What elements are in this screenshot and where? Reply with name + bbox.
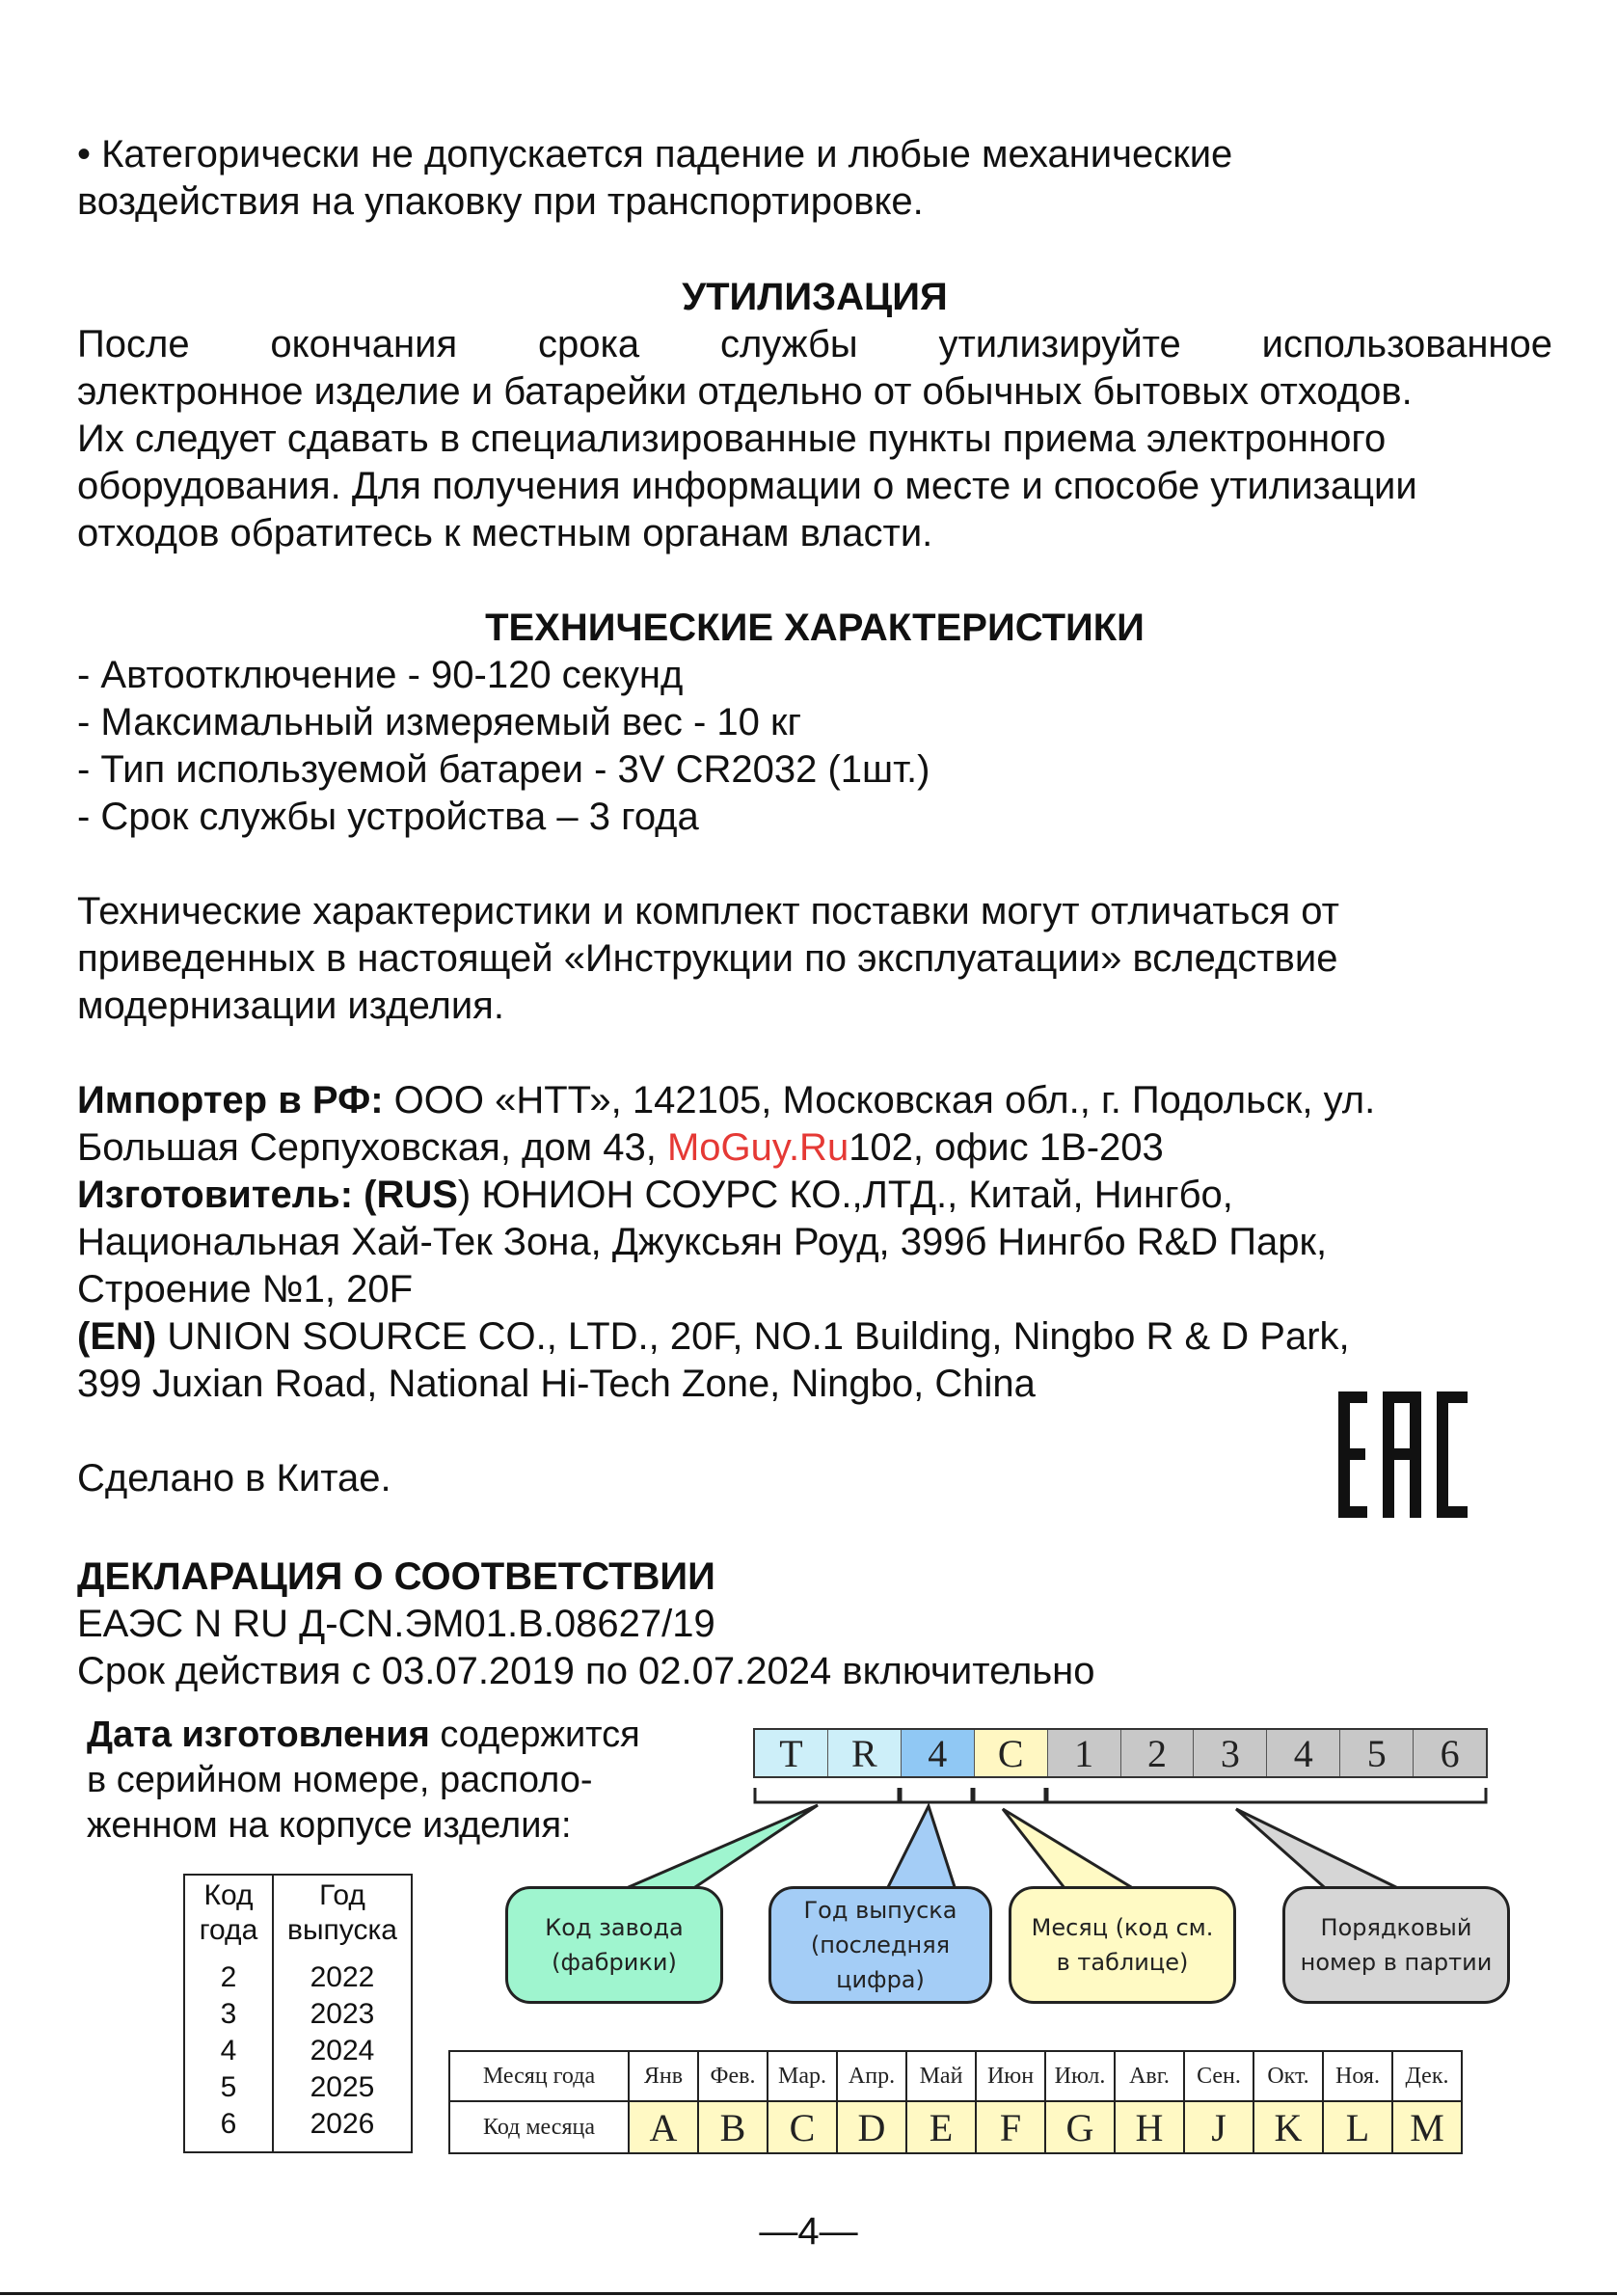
month-code: G: [1045, 2101, 1115, 2153]
month-code: A: [629, 2101, 698, 2153]
manufacturer-en-line-2: 399 Juxian Road, National Hi-Tech Zone, Ningbo, China: [77, 1363, 1036, 1405]
manufacturer-line-3: Строение №1, 20F: [77, 1268, 414, 1310]
specs-note-line: модернизации изделия.: [77, 985, 504, 1027]
spec-item: - Автоотключение - 90-120 секунд: [77, 654, 684, 696]
declaration-validity: Срок действия с 03.07.2019 по 02.07.2024 включительно: [77, 1650, 1095, 1692]
serial-cell: R: [827, 1730, 901, 1776]
year-value-column: [274, 1876, 411, 2151]
month-name: Июл.: [1045, 2051, 1115, 2101]
declaration-number: ЕАЭС N RU Д-CN.ЭМ01.В.08627/19: [77, 1603, 715, 1645]
spec-item: - Тип используемой батареи - 3V CR2032 (1шт.): [77, 748, 930, 791]
month-code: H: [1115, 2101, 1184, 2153]
transport-note-line: воздействия на упаковку при транспортировке.: [77, 180, 924, 223]
manufacture-date-line-2: в серийном номере, располо-: [87, 1760, 593, 1800]
callout-tail-month: [1003, 1809, 1141, 1893]
month-name: Мар.: [768, 2051, 837, 2101]
made-in: Сделано в Китае.: [77, 1457, 391, 1499]
disposal-line: электронное изделие и батарейки отдельно от обычных бытовых отходов.: [77, 370, 1413, 413]
serial-cell: 2: [1120, 1730, 1194, 1776]
month-code: L: [1323, 2101, 1392, 2153]
callout-line: Код завода: [545, 1914, 684, 1941]
disposal-line: Их следует сдавать в специализированные пункты приема электронного: [77, 418, 1387, 460]
disposal-line: После окончания срока службы утилизируйте использованное: [77, 323, 1552, 365]
year-code-table: [183, 1874, 413, 2153]
callout-line: цифра): [836, 1966, 925, 1993]
month-name: Авг.: [1115, 2051, 1184, 2101]
page-number: —4—: [759, 2210, 858, 2253]
year-values: [274, 1959, 411, 2143]
month-code: C: [768, 2101, 837, 2153]
year-code: 2: [220, 1961, 237, 1993]
month-code: E: [906, 2101, 976, 2153]
manufacture-date-text: содержится: [429, 1715, 640, 1755]
month-name: Июн: [976, 2051, 1045, 2101]
month-code: M: [1392, 2101, 1462, 2153]
serial-cell: 4: [901, 1730, 974, 1776]
year-value: 2024: [310, 2035, 375, 2066]
spec-item: - Максимальный измеряемый вес - 10 кг: [77, 701, 802, 743]
specs-note-line: приведенных в настоящей «Инструкции по эксплуатации» вследствие: [77, 937, 1338, 980]
header-line: года: [199, 1914, 258, 1946]
month-name: Дек.: [1392, 2051, 1462, 2101]
month-row: [449, 2051, 1462, 2101]
callout-line: Месяц (код см.: [1031, 1914, 1214, 1941]
manufacture-date-line-3: женном на корпусе изделия:: [87, 1805, 572, 1846]
year-code-values: [185, 1959, 272, 2143]
serial-cell: T: [755, 1730, 827, 1776]
specs-note-line: Технические характеристики и комплект поставки могут отличаться от: [77, 890, 1339, 932]
importer-address-2: Большая Серпуховская, дом 43,: [77, 1126, 667, 1169]
watermark-text: MoGuy.Ru: [666, 1126, 849, 1169]
month-code: B: [698, 2101, 768, 2153]
header-line: Год: [319, 1879, 365, 1911]
callout-line: (фабрики): [552, 1949, 677, 1976]
manufacturer-en-label: (EN): [77, 1315, 157, 1358]
month-name: Апр.: [837, 2051, 906, 2101]
year-code: 6: [220, 2108, 237, 2140]
serial-cell: 1: [1047, 1730, 1120, 1776]
serial-cell: C: [974, 1730, 1047, 1776]
month-name: Май: [906, 2051, 976, 2101]
month-code: D: [837, 2101, 906, 2153]
specs-heading: ТЕХНИЧЕСКИЕ ХАРАКТЕРИСТИКИ: [485, 607, 1145, 649]
year-value: 2025: [310, 2071, 375, 2103]
year-code-column: [185, 1876, 274, 2151]
month-code-table: [448, 2050, 1463, 2154]
year-code: 3: [220, 1998, 237, 2030]
serial-cell: 5: [1339, 1730, 1413, 1776]
year-value-header: [274, 1876, 411, 1948]
manufacturer-label: Изготовитель: (RUS: [77, 1174, 458, 1216]
header-line: Код: [203, 1879, 254, 1911]
header-line: выпуска: [287, 1914, 397, 1946]
year-value: 2026: [310, 2108, 375, 2140]
year-value: 2023: [310, 1998, 375, 2030]
month-code-row: [449, 2101, 1462, 2153]
importer-address-3: 102, офис 1В-203: [849, 1126, 1164, 1169]
transport-note-line: • Категорически не допускается падение и любые механические: [77, 133, 1233, 176]
month-row-label: Месяц года: [449, 2051, 629, 2101]
callout-line: в таблице): [1056, 1949, 1189, 1976]
month-code: J: [1184, 2101, 1253, 2153]
disposal-heading: УТИЛИЗАЦИЯ: [682, 276, 948, 318]
disposal-line: отходов обратитесь к местным органам власти.: [77, 512, 933, 554]
serial-cell: 4: [1266, 1730, 1339, 1776]
month-name: Сен.: [1184, 2051, 1253, 2101]
callout-tail-serial: [1236, 1809, 1408, 1893]
month-code: K: [1253, 2101, 1323, 2153]
manufacturer-line-2: Национальная Хай-Тек Зона, Джуксьян Роуд, 399б Нингбо R&D Парк,: [77, 1221, 1328, 1263]
callout-line: Год выпуска: [803, 1897, 957, 1924]
month-name: Окт.: [1253, 2051, 1323, 2101]
manufacturer-en-name: UNION SOURCE CO., LTD., 20F, NO.1 Building, Ningbo R & D Park,: [156, 1315, 1350, 1358]
callout-year: [768, 1886, 992, 2004]
spec-item: - Срок службы устройства – 3 года: [77, 796, 699, 838]
month-code: F: [976, 2101, 1045, 2153]
serial-cell: 3: [1193, 1730, 1266, 1776]
callout-month: [1009, 1886, 1236, 2004]
declaration-heading: ДЕКЛАРАЦИЯ О СООТВЕТСТВИИ: [77, 1555, 715, 1598]
callout-tail-year: [885, 1806, 957, 1893]
serial-cell: 6: [1413, 1730, 1486, 1776]
code-row-label: Код месяца: [449, 2101, 629, 2153]
callout-line: Порядковый: [1320, 1914, 1472, 1941]
callout-tail-factory: [615, 1805, 818, 1893]
manufacturer-name: ) ЮНИОН СОУРС КО.,ЛТД., Китай, Нингбо,: [457, 1174, 1233, 1216]
year-code: 5: [220, 2071, 237, 2103]
month-name: Янв: [629, 2051, 698, 2101]
callout-factory-code: [505, 1886, 723, 2004]
callout-serial-number: [1282, 1886, 1510, 2004]
bottom-rule: [0, 2292, 1617, 2295]
importer-label: Импортер в РФ:: [77, 1079, 384, 1121]
month-name: Фев.: [698, 2051, 768, 2101]
callout-line: номер в партии: [1300, 1949, 1493, 1976]
month-name: Ноя.: [1323, 2051, 1392, 2101]
year-value: 2022: [310, 1961, 375, 1993]
manufacture-date-label: Дата изготовления: [87, 1715, 430, 1755]
year-code-header: [185, 1876, 272, 1948]
callout-line: (последняя: [810, 1931, 951, 1958]
year-code: 4: [220, 2035, 237, 2066]
disposal-line: оборудования. Для получения информации о месте и способе утилизации: [77, 465, 1417, 507]
importer-address: ООО «НТТ», 142105, Московская обл., г. Подольск, ул.: [383, 1079, 1376, 1121]
